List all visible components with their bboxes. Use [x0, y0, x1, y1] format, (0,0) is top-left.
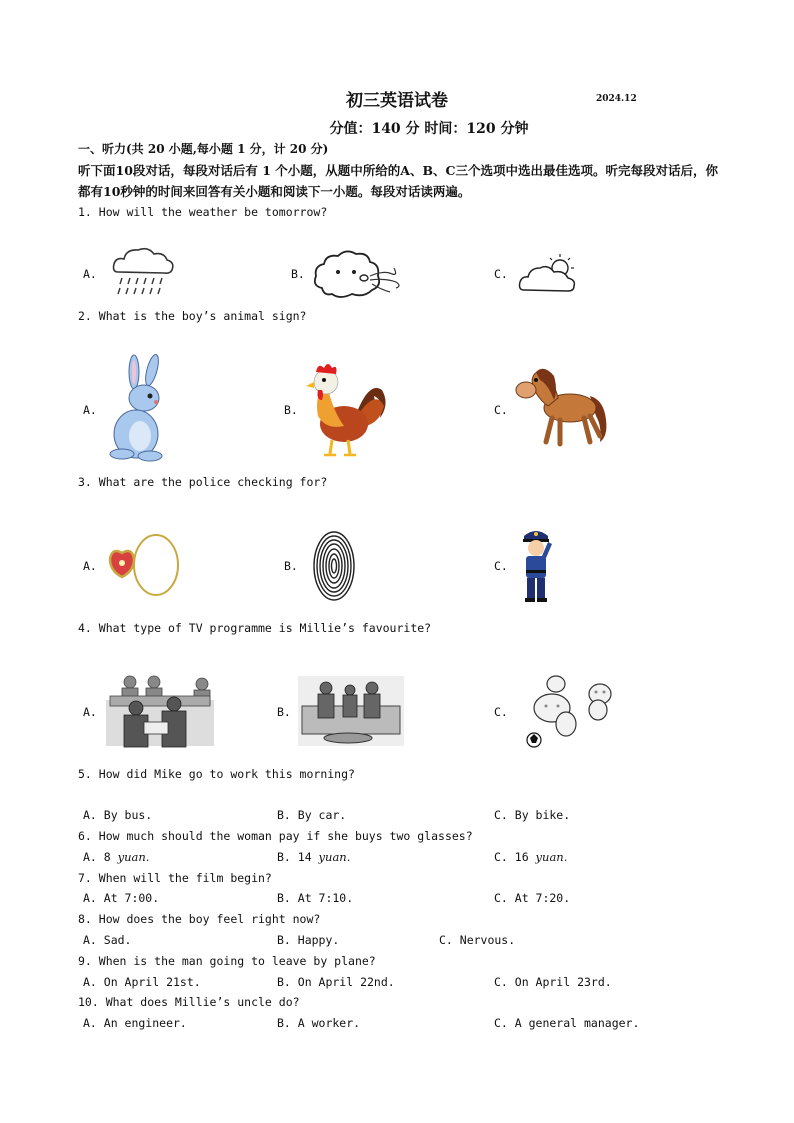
question-9: 9. When is the man going to leave by plane?	[78, 954, 376, 968]
policeman-icon	[518, 526, 554, 604]
option-b: B. By car.	[277, 808, 347, 822]
option-label-c: C.	[494, 267, 508, 281]
option-a: A. On April 21st.	[83, 975, 201, 989]
question-1: 1. How will the weather be tomorrow?	[78, 205, 328, 219]
rain-cloud-icon	[110, 244, 176, 302]
option-a	[83, 850, 149, 864]
option-c: C. Nervous.	[439, 933, 516, 947]
option-b: B. A worker.	[277, 1016, 361, 1030]
option-label-a: A.	[83, 559, 97, 573]
option-label-c: C.	[494, 559, 508, 573]
option-label-c: C.	[494, 403, 508, 417]
cartoon-pigs-icon	[516, 668, 618, 750]
option-b	[277, 850, 350, 864]
option-b-text: B. 14	[277, 850, 319, 864]
rooster-icon	[304, 360, 390, 458]
necklace-icon	[104, 531, 182, 599]
horse-icon	[514, 366, 610, 450]
question-7: 7. When will the film begin?	[78, 871, 272, 885]
option-b: B. On April 22nd.	[277, 975, 395, 989]
sun-cloud-icon	[518, 252, 582, 294]
question-10: 10. What does Millie’s uncle do?	[78, 995, 300, 1009]
option-label-b: B.	[284, 403, 298, 417]
option-c: C. At 7:20.	[494, 891, 571, 905]
option-c-unit: yuan.	[535, 850, 568, 864]
option-label-c: C.	[494, 705, 508, 719]
option-label-b: B.	[284, 559, 298, 573]
option-a: A. An engineer.	[83, 1016, 187, 1030]
option-b: B. Happy.	[277, 933, 340, 947]
option-label-a: A.	[83, 403, 97, 417]
option-a: A. By bus.	[83, 808, 153, 822]
section-instructions: 听下面10段对话，每段对话后有 1 个小题，从题中所给的A、B、C三个选项中选出最佳选项。听完每段对话后，你都有10秒钟的时间来回答有关小题和阅读下一小题。每段对话读两遍。	[78, 163, 719, 199]
option-a: A. Sad.	[83, 933, 132, 947]
exam-date: 2024.12	[596, 94, 637, 104]
option-b-unit: yuan.	[318, 850, 351, 864]
option-c: C. On April 23rd.	[494, 975, 612, 989]
exam-title: 初三英语试卷	[346, 91, 448, 111]
game-show-icon	[106, 674, 214, 748]
question-8: 8. How does the boy feel right now?	[78, 912, 321, 926]
option-c: C. By bike.	[494, 808, 571, 822]
wind-cloud-icon	[312, 248, 404, 300]
question-2: 2. What is the boy’s animal sign?	[78, 309, 307, 323]
question-5: 5. How did Mike go to work this morning?	[78, 767, 355, 781]
option-a: A. At 7:00.	[83, 891, 160, 905]
option-label-b: B.	[291, 267, 305, 281]
section-heading: 一、听力(共 20 小题,每小题 1 分，计 20 分)	[78, 142, 329, 156]
option-label-a: A.	[83, 705, 97, 719]
option-b: B. At 7:10.	[277, 891, 354, 905]
question-6: 6. How much should the woman pay if she buys two glasses?	[78, 829, 473, 843]
option-a-unit: yuan.	[117, 850, 150, 864]
option-a-text: A. 8	[83, 850, 118, 864]
option-c: C. A general manager.	[494, 1016, 640, 1030]
family-sofa-icon	[298, 676, 404, 746]
score-time-line: 分值：140 分 时间：120 分钟	[329, 121, 529, 137]
question-4: 4. What type of TV programme is Millie’s favourite?	[78, 621, 432, 635]
question-3: 3. What are the police checking for?	[78, 475, 328, 489]
rabbit-icon	[106, 354, 170, 462]
fingerprint-icon	[312, 530, 356, 602]
option-label-a: A.	[83, 267, 97, 281]
option-c	[494, 850, 567, 864]
option-label-b: B.	[277, 705, 291, 719]
option-c-text: C. 16	[494, 850, 536, 864]
